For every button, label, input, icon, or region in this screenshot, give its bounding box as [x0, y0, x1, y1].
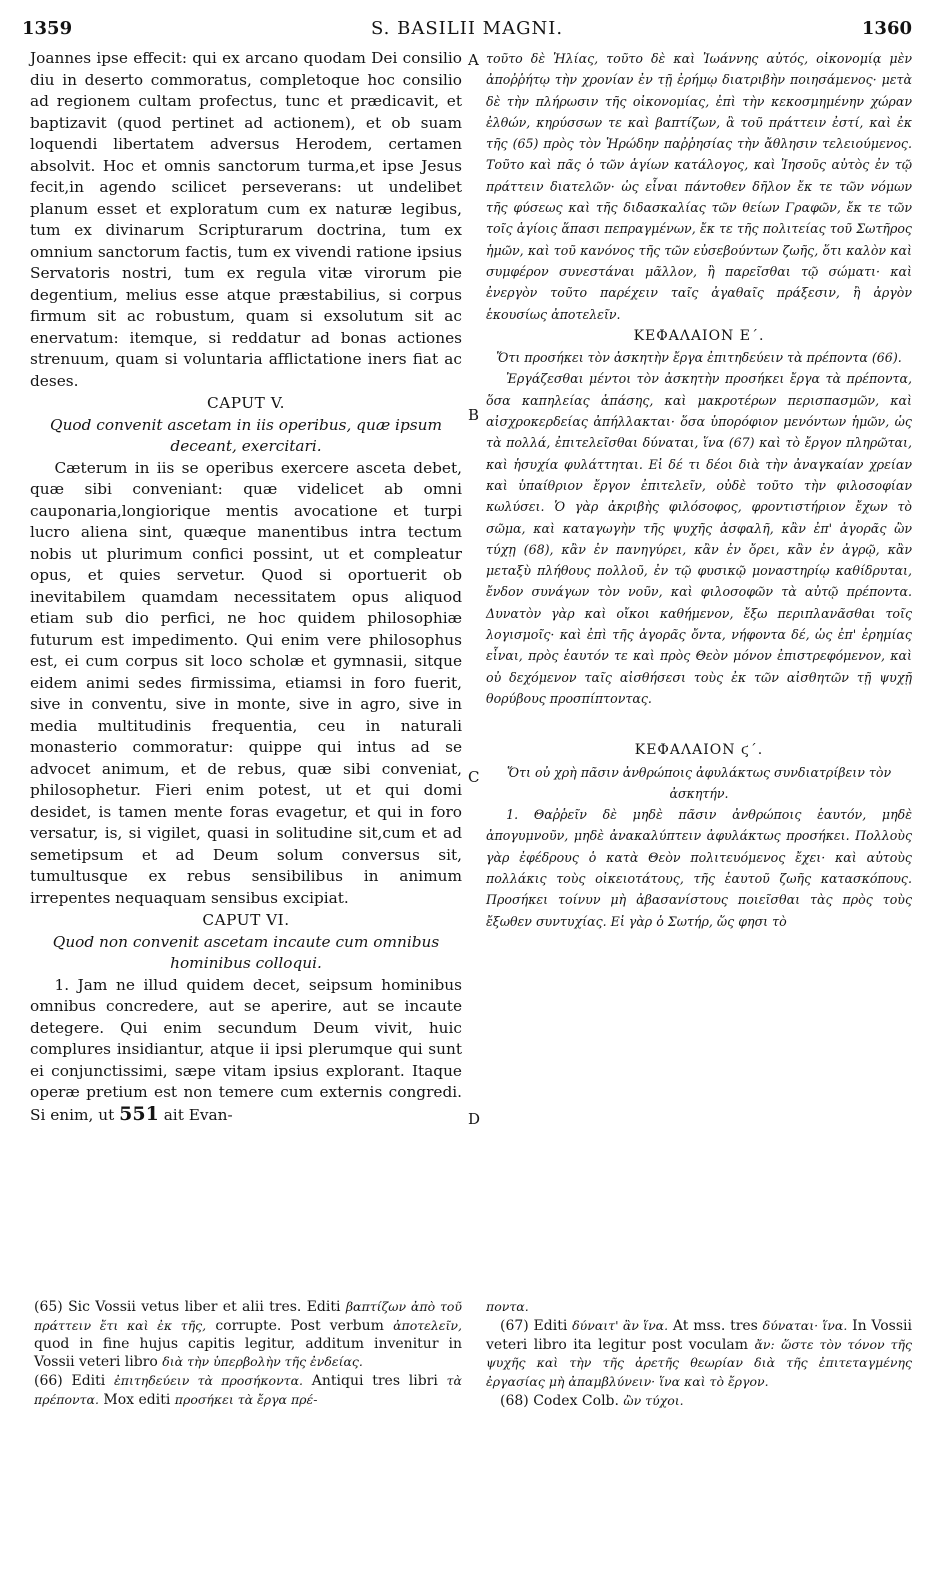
latin-paragraph-2: Cæterum in iis se operibus exercere asceta debet, quæ sibi conveniant: quæ videlicet ab omni cauponaria,longiorique mentis avocatione et turpi lucro aliena sint, quæque manentibus intra tectum nobis ut plurimum confici possint, ut et compleatur opus, et quies servetur. Quod si oportuerit ob inevitabilem quamdam necessitatem opus aliquod etiam sub dio perfici, ne hoc quidem philosophiæ futurum est impedimento. Qui enim vere philosophus est, ei cum corpus sit loco scholæ et gymnasii, sitque eidem animi sedes firmissima, etiamsi in foro fuerit, sive in conventu, sive in monte, sive in agro, sive in media multitudinis frequentia, ceu in naturali monasterio commoratur: quippe qui intus ad se advocet animum, et de rebus, quæ sibi conveniat, philosophetur. Fieri enim potest, ut et qui domi desidet, is tamen mente foras evagetur, et qui in foro versatur, is, si vigilet, quasi in solitudine sit,cum et ad semetipsum et ad Deum solum conversus sit, tumultusque ex rebus sensibilibus in animum irrepentes nequaquam sensibus excipiat.: [30, 458, 462, 907]
latin-column: [30, 48, 462, 1126]
footnote-66: [34, 1372, 462, 1410]
greek-paragraph-2: Ἐργάζεσθαι μέντοι τὸν ἀσκητὴν προσήκει ἔργα τὰ πρέποντα, ὅσα καπηλείας ἁπάσης, καὶ μακροτέρων περισπασμῶν, καὶ αἰσχροκερδείας ἀπήλλακται· ὅσα ὑπορόφιον μενόντων ἡμῶν, ὡς τὰ πολλά, ἐπιτελεῖσθαι δύναται, ἵνα (67) καὶ τὸ ἔργον πληρῶται, καὶ ἡσυχία φυλάττηται. Εἰ δέ τι δέοι διὰ τὴν ἀναγκαίαν χρείαν καὶ ὑπαίθριον ἔργον ἐπιτελεῖν, οὐδὲ τοῦτο τὴν φιλοσοφίαν κωλύσει. Ὁ γὰρ ἀκριβὴς φιλόσοφος, φροντιστήριον ἔχων τὸ σῶμα, καὶ καταγωγὴν τῆς ψυχῆς ἀσφαλῆ, κἂν ἐπ' ἀγορᾶς ὢν τύχῃ (68), κἂν ἐν πανηγύρει, κἂν ἐν ὄρει, κἂν ἐν ἀγρῷ, κἂν μεταξὺ πλήθους πολλοῦ, ἐν τῷ φυσικῷ μοναστηρίῳ καθίδρυται, ἔνδον συνάγων τὸν νοῦν, καὶ φιλοσοφῶν τὰ αὐτῷ πρέποντα. Δυνατὸν γὰρ καὶ οἴκοι καθήμενον, ἔξω περιπλανᾶσθαι τοῖς λογισμοῖς· καὶ ἐπὶ τῆς ἀγορᾶς ὄντα, νήφοντα δέ, ὡς ἐπ' ἐρημίας εἶναι, πρὸς ἑαυτόν τε καὶ πρὸς Θεὸν μόνον ἐπιστρεφόμενον, καὶ οὐ δεχόμενον ταῖς αἰσθήσεσι τοὺς ἐκ τῶν αἰσθητῶν τῇ ψυχῇ θορύβους προσπίπτοντας.: [486, 371, 912, 706]
page-number-left: 1359: [22, 18, 73, 39]
footnotes-left: [34, 1298, 462, 1410]
latin-chapter-5-heading: CAPUT V.: [207, 394, 285, 412]
margin-letter-d: D: [468, 1110, 481, 1128]
footnote-67: [486, 1317, 912, 1392]
footnote-continuation: [486, 1298, 912, 1317]
greek-chapter-6-title: Ὅτι οὐ χρὴ πᾶσιν ἀνθρώποις ἀφυλάκτως συνδιατρίβειν τὸν ἀσκητήν.: [506, 764, 892, 801]
greek-chapter-6-heading: ΚΕΦΑΛΑΙΟΝ ϛ΄.: [634, 742, 764, 759]
footnote-67-greek-1: δύναιτ' ἂν ἵνα.: [572, 1317, 669, 1333]
footnote-65-greek-3: διὰ τὴν ὑπερβολὴν τῆς ἐνδείας.: [162, 1354, 363, 1370]
footnote-66-text-2: Antiqui tres libri: [311, 1373, 438, 1390]
latin-paragraph-3-end: ait Evan-: [163, 1105, 233, 1124]
latin-paragraph-1: Joannes ipse effecit: qui ex arcano quodam Dei consilio diu in deserto commoratus, completoque hoc consilio ad regionem cultam profectus, tunc et prædicavit, et baptizavit (quod pertinet ad actionem), et ob suam loquendi libertatem adversus Herodem, certamen absolvit. Hoc et omnis sanctorum turma,et ipse Jesus fecit,in agendo scilicet perseverans: ut undelibet planum esset et exploratum cum ex naturæ legibus, tum ex divinarum Scripturarum doctrina, tum ex omnium sanctorum factis, tum ex vivendi ratione ipsius Servatoris nostri, tum ex regula vitæ virorum pie degentium, melius esse atque præstabilius, si corpus firmum sit ac robustum, quam si exsolutum sit ac enervatum: itemque, si reddatur ad bonas actiones strenuum, quam si voluntaria afflictatione iners fiat ac deses.: [30, 49, 462, 390]
footnote-67-greek-4: ὥστε τὸν τόνον τῆς ψυχῆς καὶ τὴν τῆς ἀρετῆς θεωρίαν διὰ τῆς ἐπιτεταγμένης ἐργασίας μὴ ἀπαμβλύνειν· ἵνα καὶ τὸ ἔργον.: [486, 1336, 913, 1390]
latin-paragraph-3-text: 1. Jam ne illud quidem decet, seipsum hominibus omnibus concredere, aut se aperire, aut se incaute detegere. Qui enim secundum Deum vivit, huic complures insidiantur, atque ii ipsi plerumque qui sunt ei conjunctissimi, sæpe vitam ipsius explorant. Itaque operæ pretium est non temere cum externis congredi. Si enim, ut: [30, 975, 462, 1124]
margin-letter-b: B: [468, 406, 480, 424]
latin-chapter-6-title: Quod non convenit ascetam incaute cum omnibus hominibus colloqui.: [52, 932, 440, 972]
margin-letter-a: A: [468, 51, 479, 69]
footnotes-right: [486, 1298, 912, 1411]
latin-chapter-5-title: Quod convenit ascetam in iis operibus, quæ ipsum deceant, exercitari.: [50, 415, 442, 455]
footnote-66-greek-1: ἐπιτηδεύειν τὰ προσήκοντα.: [114, 1373, 303, 1389]
greek-chapter-5-heading: ΚΕΦΑΛΑΙΟΝ Ε΄.: [633, 327, 765, 344]
margin-letter-c: C: [468, 768, 480, 786]
footnote-67-text-3: In Vossii veteri libro ita legitur post voculam: [486, 1317, 913, 1353]
greek-paragraph-3: 1. Θαῤῥεῖν δὲ μηδὲ πᾶσιν ἀνθρώποις ἑαυτόν, μηδὲ ἀπογυμνοῦν, μηδὲ ἀνακαλύπτειν ἀφυλάκτως προσήκει. Πολλοὺς γὰρ ἐφέδρους ὁ κατὰ Θεὸν πολιτευόμενος ἔχει· καὶ αὐτοὺς πολλάκις τοὺς οἰκειοτάτους, τῆς ἑαυτοῦ ζωῆς κατασκόπους. Προσήκει τοίνυν μὴ ἀβασανίστους ποιεῖσθαι τὰς πρὸς τοὺς ἔξωθεν συντυχίας. Εἰ γὰρ ὁ Σωτήρ, ὥς φησι τὸ: [486, 807, 912, 929]
greek-column: [486, 48, 912, 932]
footnote-68-greek: ὢν τύχοι.: [623, 1392, 684, 1408]
greek-chapter-5-title: Ὅτι προσήκει τὸν ἀσκητὴν ἔργα ἐπιτηδεύειν τὰ πρέποντα (66).: [496, 350, 902, 366]
footnote-65-greek-2: ἀποτελεῖν,: [393, 1317, 462, 1333]
latin-chapter-6-heading: CAPUT VI.: [202, 911, 290, 929]
footnote-65: [34, 1298, 462, 1372]
footnote-65-text: (65) Sic Vossii vetus liber et alii tres. Editi: [34, 1299, 341, 1315]
footnote-66-greek-2: τὰ πρέποντα.: [34, 1373, 462, 1407]
footnote-68: [486, 1392, 912, 1411]
footnote-67-text-2: At mss. tres: [672, 1317, 758, 1334]
footnote-continuation-greek: ποντα.: [486, 1299, 529, 1314]
footnote-68-text: (68) Codex Colb.: [500, 1392, 619, 1409]
footnote-67-greek-2: δύναται· ἵνα.: [762, 1317, 848, 1333]
footnote-65-greek-1: βαπτίζων ἀπὸ τοῦ πράττειν ἔτι καὶ ἐκ τῆς,: [34, 1299, 463, 1333]
greek-paragraph-1: τοῦτο δὲ Ἡλίας, τοῦτο δὲ καὶ Ἰωάννης αὐτός, οἰκονομίᾳ μὲν ἀποῤῥήτῳ τὴν χρονίαν ἐν τῇ ἐρήμῳ διατριβὴν ποιησάμενος· μετὰ δὲ τὴν πλήρωσιν τῆς οἰκονομίας, ἐπὶ τὴν κεκοσμημένην χώραν ἐλθών, κηρύσσων τε καὶ βαπτίζων, ἃ τοῦ πράττειν ἐστί, καὶ ἐκ τῆς (65) πρὸς τὸν Ἡρώδην παῤῥησίας τὴν ἄθλησιν τελειούμενος. Τοῦτο καὶ πᾶς ὁ τῶν ἁγίων κατάλογος, καὶ Ἰησοῦς αὐτὸς ἐν τῷ πράττειν διατελῶν· ὡς εἶναι πάντοθεν δῆλον ἔκ τε τῶν νόμων τῆς φύσεως καὶ τῆς διδασκαλίας τῶν θείων Γραφῶν, ἔκ τε τῶν τοῖς ἁγίοις ἅπασι πεπραγμένων, ἔκ τε τῆς πολιτείας τοῦ Σωτῆρος ἡμῶν, καὶ τοῦ κανόνος τῆς τῶν εὐσεβούντων ζωῆς, ὅτι καλὸν καὶ συμφέρον συνεστάναι μᾶλλον, ἢ παρεῖσθαι τῷ σώματι· καὶ ἐνεργὸν τοῦτο παρέχειν ταῖς ἀγαθαῖς πράξεσιν, ἢ ἀργὸν ἑκουσίως ἀποτελεῖν.: [486, 51, 912, 322]
footnote-66-text-3: Mox editi: [103, 1391, 171, 1408]
footnote-67-greek-3: ἄν:: [754, 1336, 775, 1352]
latin-paragraph-3: [30, 975, 462, 1127]
footnote-65-text-2: corrupte. Post verbum: [215, 1317, 384, 1334]
running-header: [22, 18, 912, 42]
page-number-right: 1360: [861, 18, 912, 39]
running-title: S. BASILII MAGNI.: [370, 18, 564, 39]
footnote-66-text: (66) Editi: [34, 1373, 106, 1390]
footnote-66-greek-3: προσήκει τὰ ἔργα πρέ-: [174, 1391, 318, 1407]
greek-spacer: [486, 709, 912, 739]
footnote-65-text-3: quod in fine hujus capitis legitur, additum invenitur in Vossii veteri libro: [34, 1335, 462, 1371]
column-marker-551: 551: [119, 1102, 159, 1125]
footnote-67-text: (67) Editi: [500, 1317, 568, 1334]
